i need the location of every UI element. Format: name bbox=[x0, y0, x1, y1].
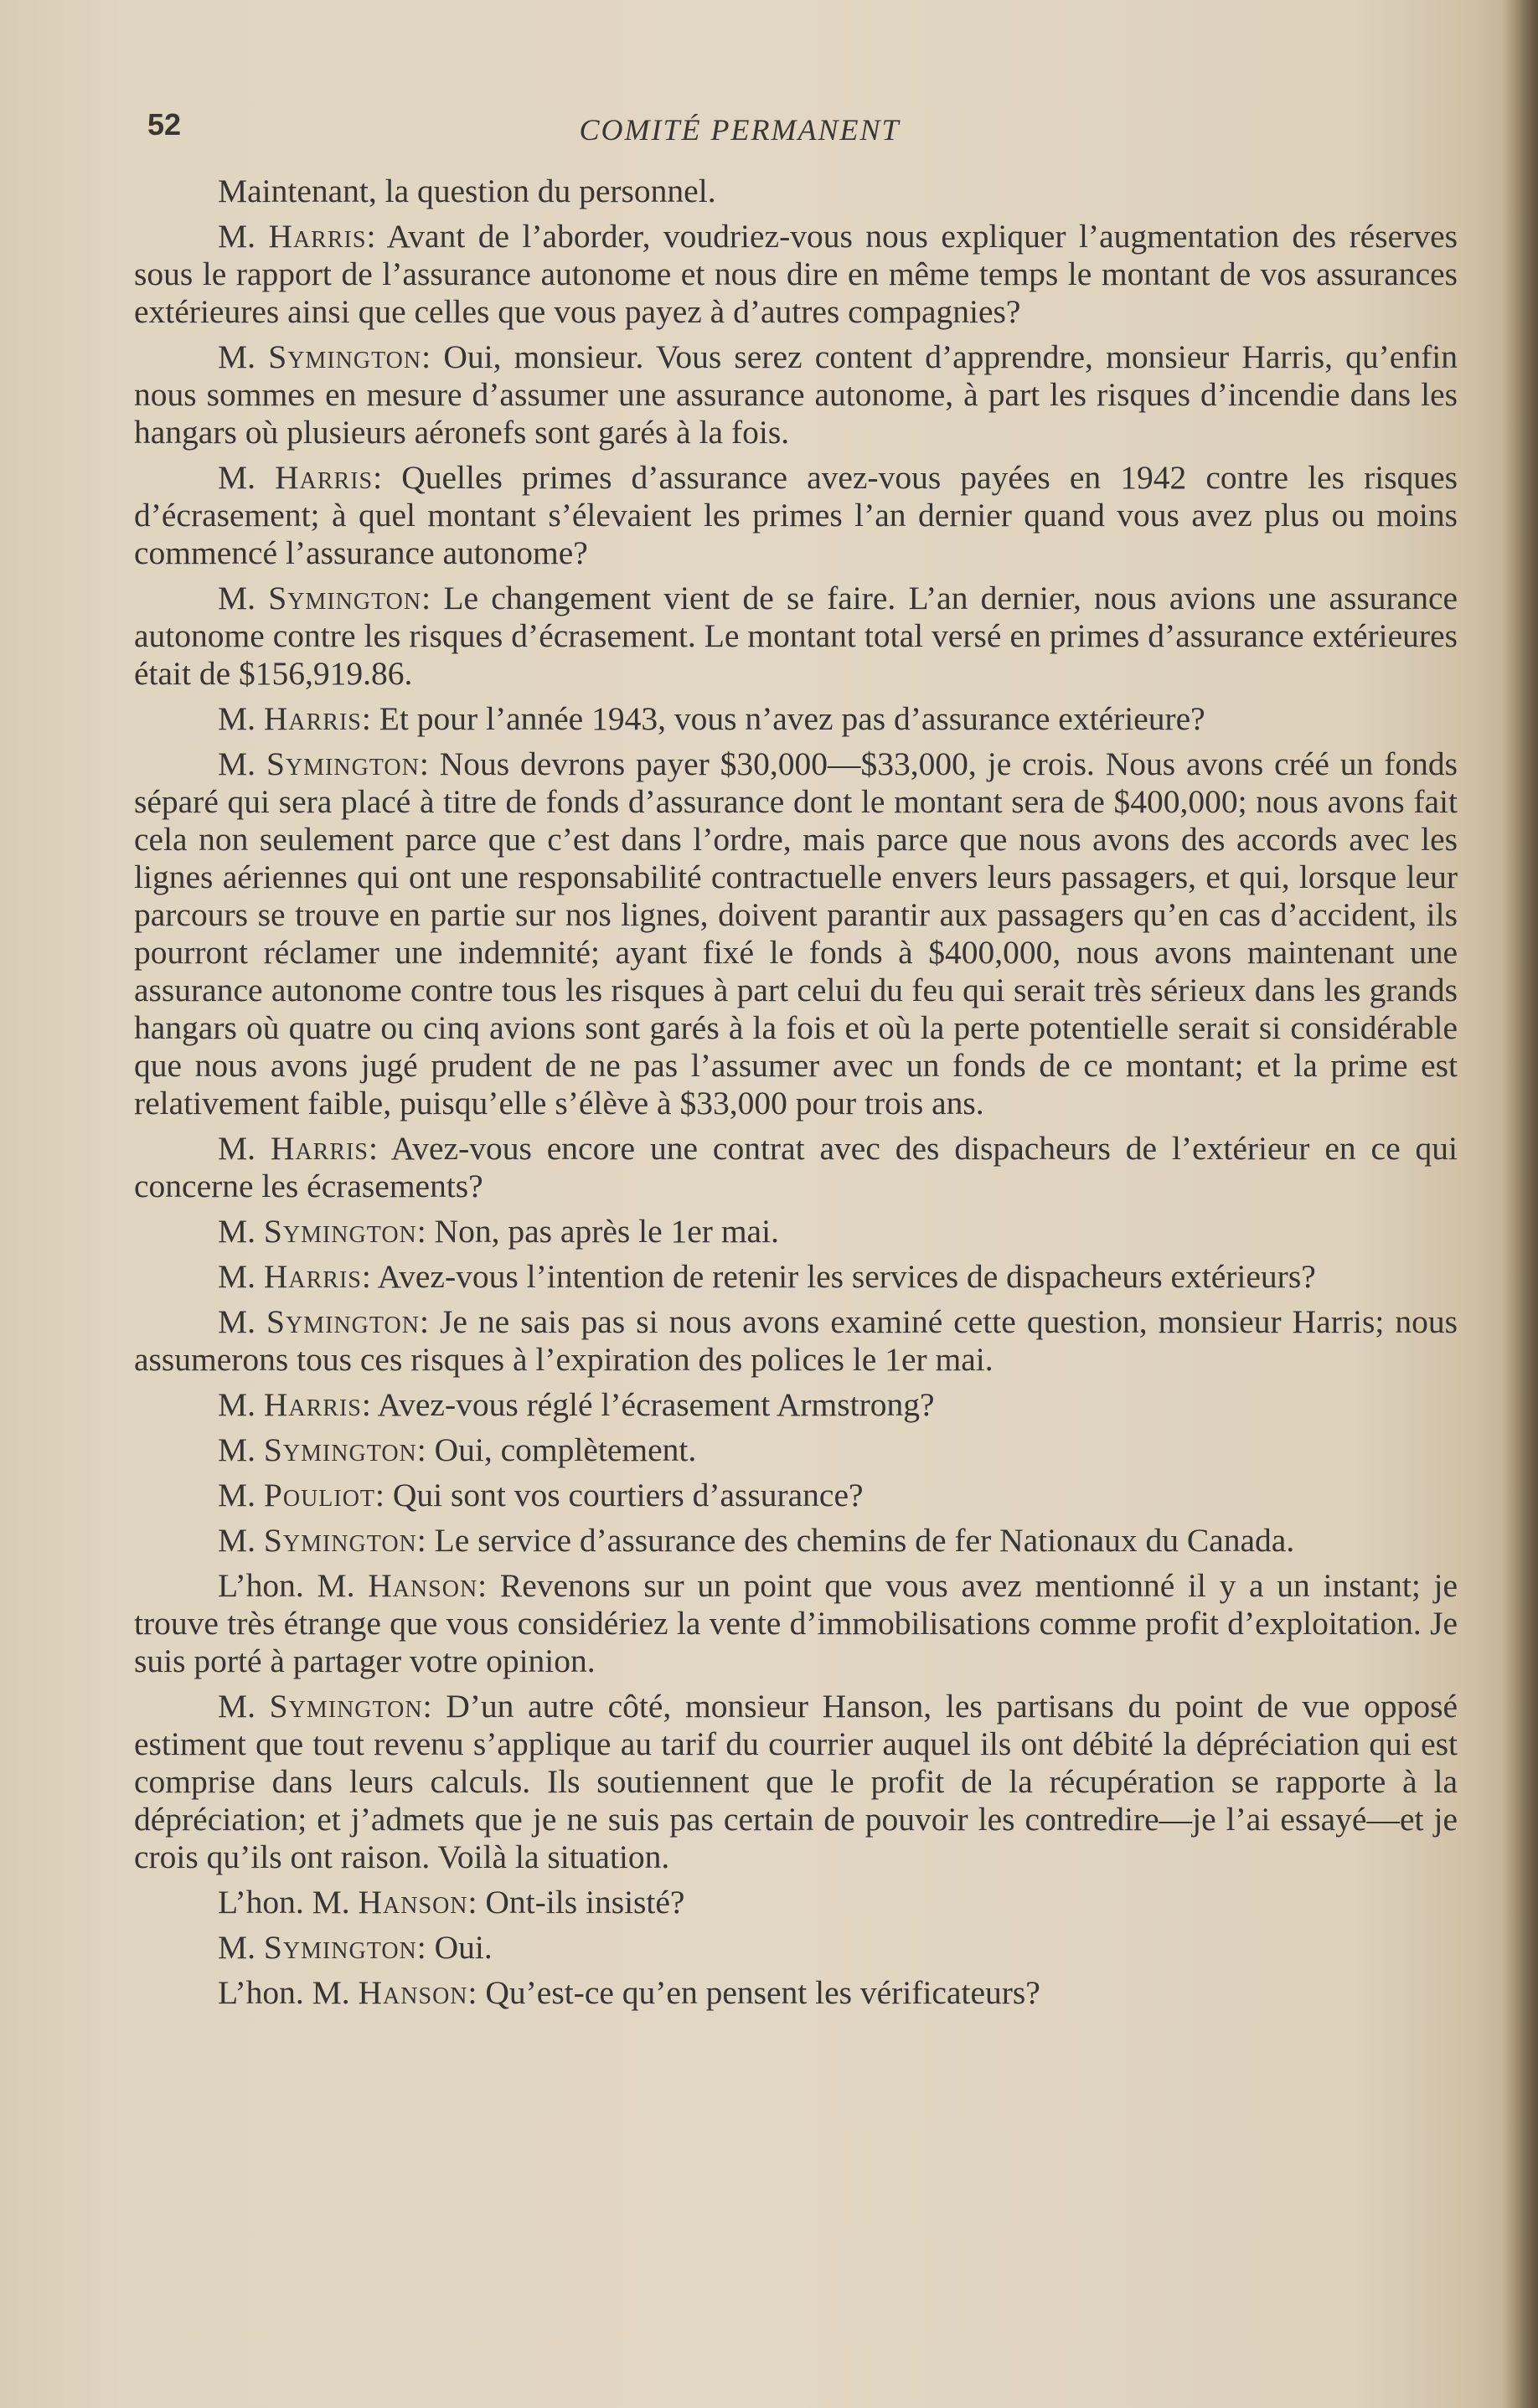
transcript-paragraph: M. Symington: Je ne sais pas si nous avons examiné cette question, monsieur Harris; nous assumerons tous ces risques à l’expiration des polices le 1er mai. bbox=[134, 1303, 1458, 1378]
paragraph-text: Oui, monsieur. Vous serez content d’apprendre, monsieur Harris, qu’enfin nous sommes en mesure d’assumer une assurance autonome, à part les risques d’incendie dans les hangars où plusieurs aéronefs sont garés à la fois. bbox=[134, 338, 1458, 451]
page-header bbox=[134, 107, 1345, 157]
page-number: 52 bbox=[147, 107, 182, 142]
transcript-paragraph: L’hon. M. Hanson: Revenons sur un point que vous avez mentionné il y a un instant; je trouve très étrange que vous considériez la vente d’immobilisations comme profit d’exploitation. Je suis porté à partager votre opinion. bbox=[134, 1567, 1458, 1679]
transcript-paragraph: M. Harris: Avez-vous réglé l’écrasement Armstrong? bbox=[218, 1386, 935, 1423]
transcript-paragraph: M. Harris: Avez-vous l’intention de retenir les services de dispacheurs extérieurs? bbox=[218, 1258, 1316, 1295]
speaker-prefix: M. bbox=[218, 1522, 255, 1559]
speaker-prefix: M. bbox=[218, 1929, 255, 1966]
paragraph-text: Non, pas après le 1er mai. bbox=[434, 1213, 779, 1250]
paragraph-text: D’un autre côté, monsieur Hanson, les partisans du point de vue opposé estiment que tout revenu s’applique au tarif du courrier auquel ils ont débité la dépréciation qui est comprise dans leurs calculs. Ils soutiennent que le profit de la récupération se rapporte à la dépréciation; et j’admets que je ne suis pas certain de pouvoir les contredire—je l’ai essayé—et je crois qu’ils ont raison. Voilà la situation. bbox=[134, 1688, 1458, 1875]
speaker-prefix: M. bbox=[218, 1303, 255, 1340]
transcript-paragraph: M. Symington: Oui. bbox=[218, 1929, 493, 1966]
running-head: COMITÉ PERMANENT bbox=[579, 113, 901, 147]
speaker-prefix: M. bbox=[218, 700, 255, 737]
page-binding-shadow bbox=[1501, 0, 1538, 2408]
paragraph-text: Et pour l’année 1943, vous n’avez pas d’assurance extérieure? bbox=[379, 700, 1205, 737]
speaker-name: Harris bbox=[270, 1130, 369, 1167]
transcript-paragraph: M. Harris: Quelles primes d’assurance avez-vous payées en 1942 contre les risques d’écrasement; à quel montant s’élevaient les primes l’an dernier quand vous avez plus ou moins commencé l’assurance autonome? bbox=[134, 459, 1458, 571]
speaker-prefix: M. bbox=[218, 338, 255, 375]
speaker-name: Symington bbox=[263, 1213, 417, 1250]
speaker-name: Symington bbox=[266, 745, 420, 782]
speaker-prefix: L’hon. M. bbox=[218, 1884, 350, 1921]
paragraph-text: Qu’est-ce qu’en pensent les vérificateurs? bbox=[485, 1974, 1040, 2011]
paragraph-text: Avez-vous l’intention de retenir les services de dispacheurs extérieurs? bbox=[377, 1258, 1316, 1295]
speaker-prefix: M. bbox=[218, 1386, 255, 1423]
transcript-paragraph: M. Harris: Avez-vous encore une contrat avec des dispacheurs de l’extérieur en ce qui concerne les écrasements? bbox=[134, 1130, 1458, 1204]
speaker-prefix: M. bbox=[218, 1130, 255, 1167]
paragraph-text: Je ne sais pas si nous avons examiné cette question, monsieur Harris; nous assumerons tous ces risques à l’expiration des polices le 1er mai. bbox=[134, 1303, 1458, 1378]
speaker-prefix: L’hon. M. bbox=[218, 1974, 350, 2011]
speaker-name: Symington bbox=[268, 338, 422, 375]
speaker-name: Symington bbox=[268, 580, 422, 616]
transcript-paragraph: M. Symington: Le changement vient de se faire. L’an dernier, nous avions une assurance autonome contre les risques d’écrasement. Le montant total versé en primes d’assurance extérieures était de $156,919.86. bbox=[134, 580, 1458, 692]
speaker-name: Symington bbox=[263, 1431, 417, 1468]
speaker-prefix: M. bbox=[218, 1213, 255, 1250]
paragraph-text: Avez-vous réglé l’écrasement Armstrong? bbox=[377, 1386, 935, 1423]
transcript-paragraph: M. Pouliot: Qui sont vos courtiers d’assurance? bbox=[218, 1477, 864, 1513]
paragraph-text: Nous devrons payer $30,000—$33,000, je crois. Nous avons créé un fonds séparé qui sera placé à titre de fonds d’assurance dont le montant sera de $400,000; nous avons fait cela non seulement parce que c’est dans l’ordre, mais parce que nous avons des accords avec les lignes aériennes qui ont une responsabilité contractuelle envers leurs passagers, et qui, lorsque leur parcours se trouve en partie sur nos lignes, doivent parantir aux passagers qu’en cas d’accident, ils pourront réclamer une indemnité; ayant fixé le fonds à $400,000, nous avons maintenant une assurance autonome contre tous les risques à part celui du feu qui serait très sérieux dans les grands hangars où quatre ou cinq avions sont garés à la fois et où la perte potentielle serait si considérable que nous avons jugé prudent de ne pas l’assumer avec un fonds de ce montant; et la prime est relativement faible, puisqu’elle s’élève à $33,000 pour trois ans. bbox=[134, 745, 1458, 1121]
speaker-prefix: M. bbox=[218, 459, 255, 496]
speaker-name: Harris bbox=[263, 1386, 362, 1423]
speaker-name: Pouliot bbox=[263, 1477, 376, 1513]
paragraph-text: Ont-ils insisté? bbox=[485, 1884, 685, 1921]
transcript-paragraph: M. Symington: Oui, monsieur. Vous serez content d’apprendre, monsieur Harris, qu’enfin nous sommes en mesure d’assumer une assurance autonome, à part les risques d’incendie dans les hangars où plusieurs aéronefs sont garés à la fois. bbox=[134, 338, 1458, 451]
paragraph-text: Oui. bbox=[434, 1929, 493, 1966]
transcript-paragraph: M. Symington: Nous devrons payer $30,000—$33,000, je crois. Nous avons créé un fonds séparé qui sera placé à titre de fonds d’assurance dont le montant sera de $400,000; nous avons fait cela non seulement parce que c’est dans l’ordre, mais parce que nous avons des accords avec les lignes aériennes qui ont une responsabilité contractuelle envers leurs passagers, et qui, lorsque leur parcours se trouve en partie sur nos lignes, doivent parantir aux passagers qu’en cas d’accident, ils pourront réclamer une indemnité; ayant fixé le fonds à $400,000, nous avons maintenant une assurance autonome contre tous les risques à part celui du feu qui serait très sérieux dans les grands hangars où quatre ou cinq avions sont garés à la fois et où la perte potentielle serait si considérable que nous avons jugé prudent de ne pas l’assumer avec un fonds de ce montant; et la prime est relativement faible, puisqu’elle s’élève à $33,000 pour trois ans. bbox=[134, 745, 1458, 1121]
transcript-paragraph: M. Symington: Non, pas après le 1er mai. bbox=[218, 1213, 779, 1250]
speaker-prefix: M. bbox=[218, 580, 255, 616]
transcript-paragraph: M. Symington: Le service d’assurance des chemins de fer Nationaux du Canada. bbox=[218, 1522, 1295, 1559]
speaker-name: Harris bbox=[275, 459, 374, 496]
transcript-paragraph: L’hon. M. Hanson: Qu’est-ce qu’en pensent les vérificateurs? bbox=[218, 1974, 1040, 2011]
speaker-prefix: M. bbox=[218, 1477, 255, 1513]
speaker-prefix: M. bbox=[218, 745, 255, 782]
paragraph-text: Revenons sur un point que vous avez mentionné il y a un instant; je trouve très étrange que vous considériez la vente d’immobilisations comme profit d’exploitation. Je suis porté à partager votre opinion. bbox=[134, 1567, 1458, 1679]
paragraph-text: Avez-vous encore une contrat avec des dispacheurs de l’extérieur en ce qui concerne les écrasements? bbox=[134, 1130, 1458, 1204]
paragraph-text: Quelles primes d’assurance avez-vous payées en 1942 contre les risques d’écrasement; à quel montant s’élevaient les primes l’an dernier quand vous avez plus ou moins commencé l’assurance autonome? bbox=[134, 459, 1458, 571]
transcript-paragraph: M. Harris: Et pour l’année 1943, vous n’avez pas d’assurance extérieure? bbox=[218, 700, 1205, 737]
transcript-paragraph: M. Symington: D’un autre côté, monsieur Hanson, les partisans du point de vue opposé estiment que tout revenu s’applique au tarif du courrier auquel ils ont débité la dépréciation qui est comprise dans leurs calculs. Ils soutiennent que le profit de la récupération se rapporte à la dépréciation; et j’admets que je ne suis pas certain de pouvoir les contredire—je l’ai essayé—et je crois qu’ils ont raison. Voilà la situation. bbox=[134, 1688, 1458, 1875]
speaker-prefix: M. bbox=[218, 1431, 255, 1468]
speaker-prefix: L’hon. M. bbox=[218, 1567, 355, 1604]
speaker-name: Harris bbox=[263, 1258, 362, 1295]
transcript-body bbox=[134, 173, 1458, 2019]
paragraph-text: Avant de l’aborder, voudriez-vous nous expliquer l’augmentation des réserves sous le rapport de l’assurance autonome et nous dire en même temps le montant de vos assurances extérieures ainsi que celles que vous payez à d’autres compagnies? bbox=[134, 218, 1458, 330]
speaker-name: Hanson bbox=[358, 1884, 468, 1921]
intro-paragraph bbox=[134, 173, 1458, 210]
speaker-name: Hanson bbox=[368, 1567, 478, 1604]
speaker-name: Symington bbox=[263, 1929, 417, 1966]
paragraph-text: Le changement vient de se faire. L’an dernier, nous avions une assurance autonome contre les risques d’écrasement. Le montant total versé en primes d’assurance extérieures était de $156,919.86. bbox=[134, 580, 1458, 692]
speaker-name: Symington bbox=[269, 1688, 423, 1725]
speaker-prefix: M. bbox=[218, 1688, 255, 1725]
speaker-name: Symington bbox=[266, 1303, 420, 1340]
speaker-name: Harris bbox=[263, 700, 362, 737]
paragraph-text: Le service d’assurance des chemins de fer Nationaux du Canada. bbox=[434, 1522, 1295, 1559]
transcript-paragraph: M. Symington: Oui, complètement. bbox=[218, 1431, 697, 1468]
paragraph-text: Maintenant, la question du personnel. bbox=[218, 173, 716, 209]
speaker-name: Hanson bbox=[358, 1974, 468, 2011]
transcript-paragraph: L’hon. M. Hanson: Ont-ils insisté? bbox=[218, 1884, 685, 1921]
speaker-name: Harris bbox=[268, 218, 367, 255]
paragraph-text: Oui, complètement. bbox=[434, 1431, 697, 1468]
paragraph-text: Qui sont vos courtiers d’assurance? bbox=[392, 1477, 864, 1513]
speaker-name: Symington bbox=[263, 1522, 417, 1559]
speaker-prefix: M. bbox=[218, 218, 255, 255]
speaker-prefix: M. bbox=[218, 1258, 255, 1295]
transcript-paragraph: M. Harris: Avant de l’aborder, voudriez-vous nous expliquer l’augmentation des réserves sous le rapport de l’assurance autonome et nous dire en même temps le montant de vos assurances extérieures ainsi que celles que vous payez à d’autres compagnies? bbox=[134, 218, 1458, 330]
